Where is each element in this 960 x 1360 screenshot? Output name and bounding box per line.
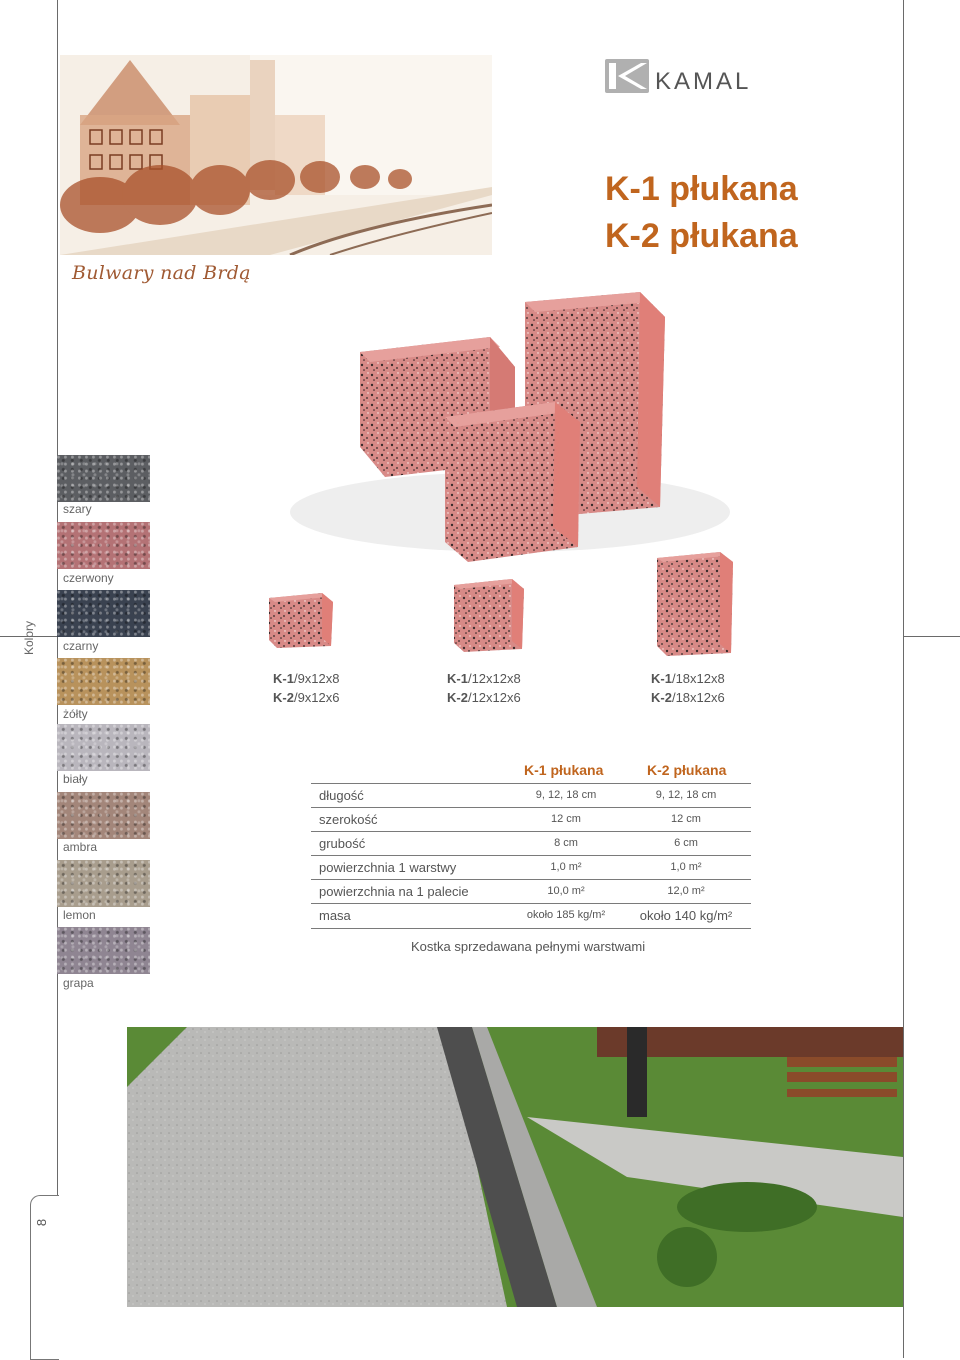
swatch-lemon (57, 860, 150, 907)
installation-photo (127, 1027, 903, 1307)
swatch-label-szary: szary (63, 502, 92, 516)
swatch-ambra (57, 792, 150, 839)
swatch-bialy (57, 724, 150, 771)
spec-header-k1: K-1 płukana (524, 762, 604, 778)
page-number: 8 (34, 1218, 50, 1227)
size-label-18x12: K-1/18x12x8 K-2/18x12x6 (651, 671, 725, 705)
sketch-caption: Bulwary nad Brdą (72, 262, 251, 284)
swatch-label-czerwony: czerwony (63, 571, 114, 585)
swatch-label-lemon: lemon (63, 908, 96, 922)
product-image-18x12 (655, 548, 737, 663)
spec-row-powierzchnia-warstwy: powierzchnia 1 warstwy 1,0 m² 1,0 m² (311, 855, 751, 880)
logo-wordmark: KAMAL (655, 68, 752, 95)
swatch-label-ambra: ambra (63, 840, 98, 854)
swatch-label-grapa: grapa (63, 976, 94, 990)
product-image-9x12 (267, 590, 337, 655)
boulevard-sketch (60, 55, 492, 255)
spec-row-masa: masa około 185 kg/m² około 140 kg/m² (311, 903, 751, 929)
product-image-12x12 (452, 575, 527, 660)
spec-note: Kostka sprzedawana pełnymi warstwami (411, 939, 646, 954)
size-label-12x12: K-1/12x12x8 K-2/12x12x6 (447, 671, 521, 705)
kolory-tick-right (903, 636, 960, 637)
swatch-grapa (57, 927, 150, 974)
swatch-zolty (57, 658, 150, 705)
product-title-k1: K-1 płukana (605, 170, 798, 208)
swatch-label-czarny: czarny (63, 639, 99, 653)
swatch-czarny (57, 590, 150, 637)
spec-row-dlugosc: długość 9, 12, 18 cm 9, 12, 18 cm (311, 783, 751, 808)
size-label-9x12: K-1/9x12x8 K-2/9x12x6 (273, 671, 340, 705)
spec-row-powierzchnia-palety: powierzchnia na 1 palecie 10,0 m² 12,0 m² (311, 879, 751, 904)
colors-side-label: Kolory (22, 620, 36, 655)
spec-row-szerokosc: szerokość 12 cm 12 cm (311, 807, 751, 832)
right-margin-line (903, 0, 904, 1358)
spec-header-k2: K-2 płukana (647, 762, 727, 778)
swatch-label-zolty: żółty (63, 707, 88, 721)
product-title-k2: K-2 płukana (605, 217, 798, 255)
swatch-szary (57, 455, 150, 502)
spec-row-grubosc: grubość 8 cm 6 cm (311, 831, 751, 856)
swatch-czerwony (57, 522, 150, 569)
swatch-label-bialy: biały (63, 772, 88, 786)
